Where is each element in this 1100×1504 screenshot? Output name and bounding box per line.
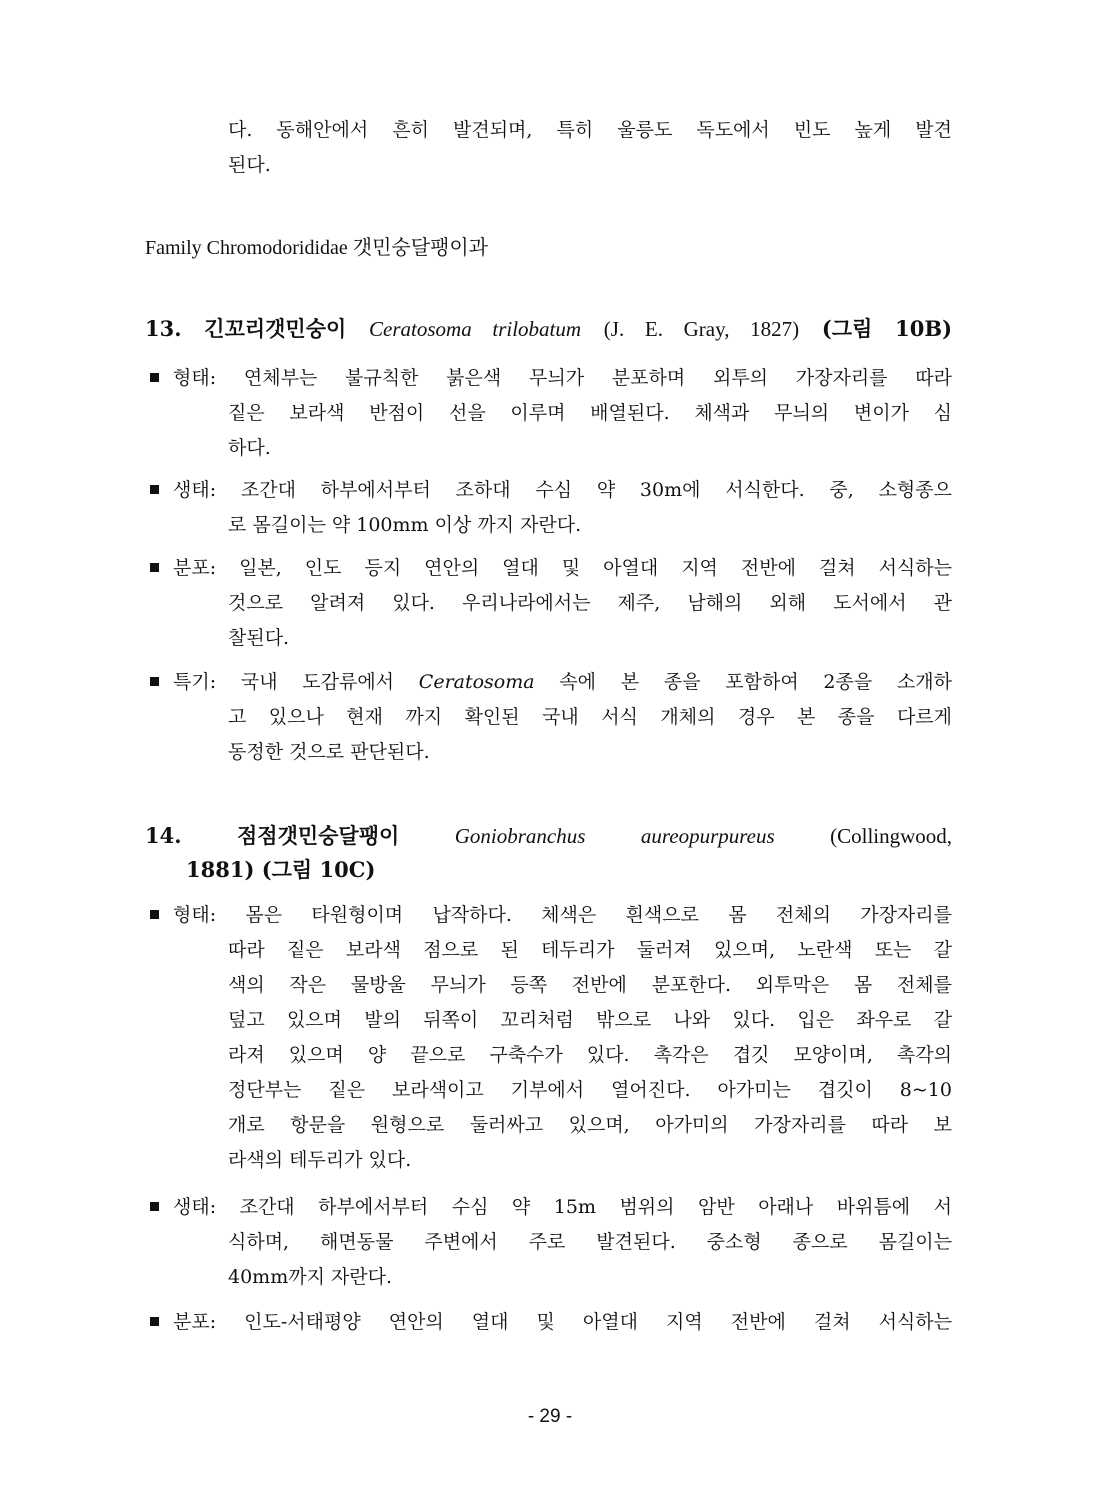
- genus-name: Goniobranchus: [454, 824, 586, 848]
- text-line: 덮고 있으며 발의 뒤쪽이 꼬리처럼 밖으로 나와 있다. 입은 좌우로 갈: [228, 1009, 952, 1031]
- bullet-icon: [150, 910, 159, 919]
- figure-ref: (그림 10B): [821, 316, 953, 341]
- text-line: 로 몸길이는 약 100mm 이상 까지 자란다.: [228, 514, 582, 536]
- figure-ref: (그림 10C): [261, 857, 376, 882]
- text-line: 생태: 조간대 하부에서부터 조하대 수심 약 30m에 서식한다. 중, 소형종으: [173, 479, 952, 501]
- bullet-icon: [150, 1317, 159, 1326]
- text-line: 형태: 연체부는 불규칙한 붉은색 무늬가 분포하며 외투의 가장자리를 따라: [173, 367, 952, 389]
- korean-name: 긴꼬리갯민숭이: [204, 316, 347, 341]
- text-line: 하다.: [228, 437, 271, 459]
- text-segment: 속에 본 종을 포함하여 2종을 소개하: [559, 671, 952, 693]
- intro-line-2: 된다.: [228, 154, 271, 176]
- author-year: 1881): [186, 857, 255, 882]
- text-line: 고 있으나 현재 까지 확인된 국내 서식 개체의 경우 본 종을 다르게: [228, 706, 952, 728]
- text-line: 찰된다.: [228, 627, 290, 649]
- genus-name: Ceratosoma: [418, 671, 535, 693]
- page-number: - 29 -: [527, 1406, 573, 1427]
- bullet-icon: [150, 677, 159, 686]
- author: (Collingwood,: [830, 824, 953, 848]
- species-number: 13.: [145, 316, 182, 341]
- text-line: 분포: 인도-서태평양 연안의 열대 및 아열대 지역 전반에 걸쳐 서식하는: [173, 1311, 952, 1333]
- species-13-heading: [145, 314, 952, 344]
- text-line: 짙은 보라색 반점이 선을 이루며 배열된다. 체색과 무늬의 변이가 심: [228, 402, 952, 424]
- text-line: 동정한 것으로 판단된다.: [228, 741, 430, 763]
- species-14-heading: [145, 821, 952, 851]
- bullet-icon: [150, 1202, 159, 1211]
- text-line: 식하며, 해면동물 주변에서 주로 발견된다. 중소형 종으로 몸길이는: [228, 1231, 952, 1253]
- text-line: 따라 짙은 보라색 점으로 된 테두리가 둘러져 있으며, 노란색 또는 갈: [228, 939, 952, 961]
- text-line: 형태: 몸은 타원형이며 납작하다. 체색은 흰색으로 몸 전체의 가장자리를: [173, 904, 952, 926]
- bullet-icon: [150, 373, 159, 382]
- scientific-name: Ceratosoma trilobatum: [369, 317, 582, 341]
- intro-line-1: 다. 동해안에서 흔히 발견되며, 특히 울릉도 독도에서 빈도 높게 발견: [228, 119, 952, 141]
- text-line: 생태: 조간대 하부에서부터 수심 약 15m 범위의 암반 아래나 바위틈에 서: [173, 1196, 952, 1218]
- author: (J. E. Gray, 1827): [603, 317, 800, 341]
- korean-name: 점점갯민숭달팽이: [237, 823, 400, 848]
- species-epithet: aureopurpureus: [640, 824, 775, 848]
- species-14-heading-cont: [186, 855, 375, 885]
- bullet-icon: [150, 485, 159, 494]
- text-line: 개로 항문을 원형으로 둘러싸고 있으며, 아가미의 가장자리를 따라 보: [228, 1114, 952, 1136]
- text-line: 색의 작은 물방울 무늬가 등쪽 전반에 분포한다. 외투막은 몸 전체를: [228, 974, 952, 996]
- family-heading: Family Chromodorididae 갯민숭달팽이과: [145, 237, 488, 259]
- text-line: 것으로 알려져 있다. 우리나라에서는 제주, 남해의 외해 도서에서 관: [228, 592, 952, 614]
- text-line: 분포: 일본, 인도 등지 연안의 열대 및 아열대 지역 전반에 걸쳐 서식하는: [173, 557, 952, 579]
- text-line: 정단부는 짙은 보라색이고 기부에서 열어진다. 아가미는 겹깃이 8~10: [228, 1079, 952, 1101]
- text-line: 라져 있으며 양 끝으로 구축수가 있다. 촉각은 겹깃 모양이며, 촉각의: [228, 1044, 952, 1066]
- text-line: 라색의 테두리가 있다.: [228, 1149, 412, 1171]
- text-segment: 특기: 국내 도감류에서: [173, 671, 395, 693]
- bullet-icon: [150, 563, 159, 572]
- species-number: 14.: [145, 823, 182, 848]
- text-line: 40mm까지 자란다.: [228, 1266, 393, 1288]
